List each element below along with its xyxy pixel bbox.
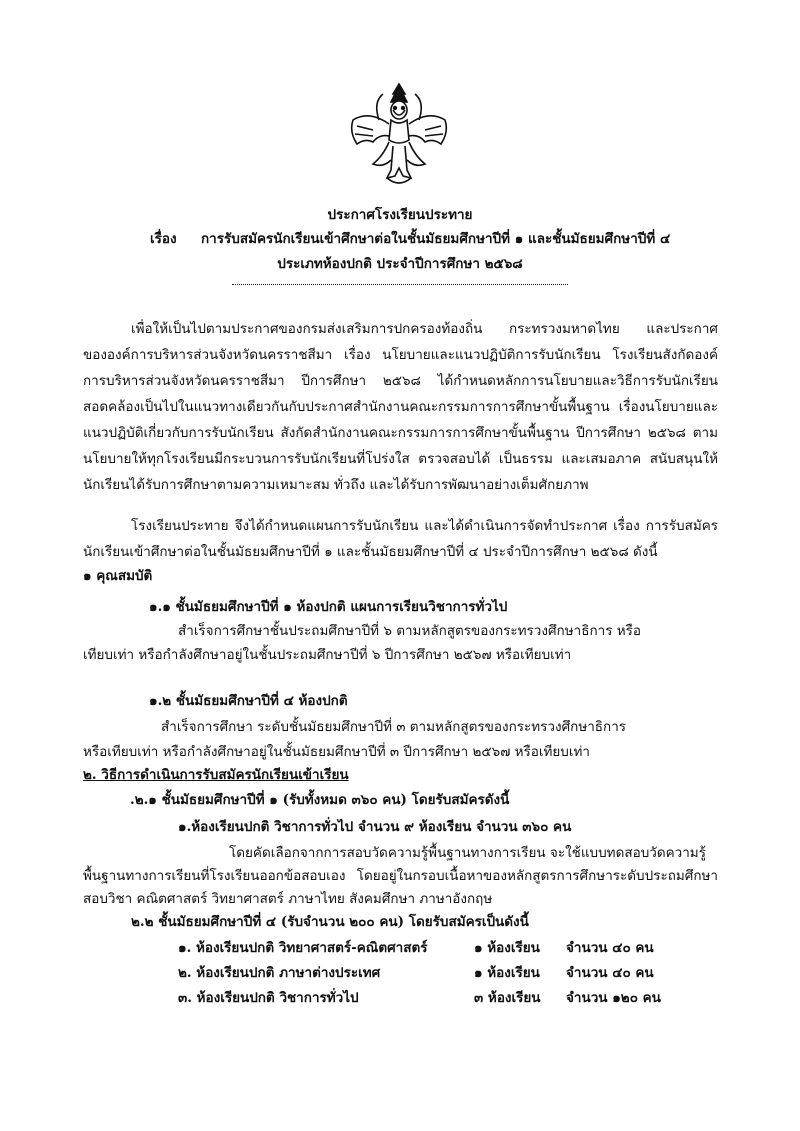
body-line: สอบวิชา คณิตศาสตร์ วิทยาศาสตร์ ภาษาไทย สังคมศึกษา ภาษาอังกฤษ <box>83 891 493 907</box>
intro-line: เพื่อให้เป็นไปตามประกาศของกรมส่งเสริมการปกครองท้องถิ่น กระทรวงมหาดไทย และประกาศ <box>131 321 718 337</box>
room-heading: ๑.ห้องเรียนปกติ วิชาการทั่วไป จำนวน ๙ ห้องเรียน จำนวน ๓๖๐ คน <box>178 819 572 835</box>
body-line: สำเร็จการศึกษาชั้นประถมศึกษาปีที่ ๖ ตามหลักสูตรของกระทรวงศึกษาธิการ หรือ <box>178 623 641 639</box>
intro-line: นักเรียนได้รับการศึกษาตามความเหมาะสม ทั่วถึง และได้รับการพัฒนาอย่างเต็มศักยภาพ <box>83 477 589 493</box>
room-total: จำนวน ๑๒๐ คน <box>566 990 661 1006</box>
body-line: เทียบเท่า หรือกำลังศึกษาอยู่ในชั้นประถมศึกษาปีที่ ๖ ปีการศึกษา ๒๕๖๗ หรือเทียบเท่า <box>83 647 572 663</box>
body-line: หรือเทียบเท่า หรือกำลังศึกษาอยู่ในชั้นมัธยมศึกษาปีที่ ๓ ปีการศึกษา ๒๕๖๗ หรือเทียบเท่า <box>83 744 590 760</box>
intro-line: ขององค์การบริหารส่วนจังหวัดนครราชสีมา เรื่อง นโยบายและแนวปฏิบัติการรับนักเรียน โรงเรียนสังกัดองค์ <box>83 347 718 363</box>
room-count: ๑ ห้องเรียน <box>474 940 540 956</box>
section-heading: ๒. วิธีการดำเนินการรับสมัครนักเรียนเข้าเรียน <box>83 767 349 783</box>
section-heading: ๑ คุณสมบัติ <box>83 568 153 584</box>
room-name: ๓. ห้องเรียนปกติ วิชาการทั่วไป <box>178 990 359 1006</box>
garuda-emblem-icon <box>343 80 455 192</box>
room-name: ๑. ห้องเรียนปกติ วิทยาศาสตร์-คณิตศาสตร์ <box>178 940 428 956</box>
intro-line: นโยบายให้ทุกโรงเรียนมีกระบวนการรับนักเรียนที่โปร่งใส ตรวจสอบได้ เป็นธรรม และเสมอภาค สนับสนุนให้ <box>83 451 718 467</box>
subsection-heading: .๒.๑ ชั้นมัธยมศึกษาปีที่ ๑ (รับทั้งหมด ๓๖๐ คน) โดยรับสมัครดังนี้ <box>130 792 510 808</box>
room-total: จำนวน ๔๐ คน <box>566 940 654 956</box>
body-line: พื้นฐานทางการเรียนที่โรงเรียนออกข้อสอบเอง โดยอยู่ในกรอบเนื้อหาของหลักสูตรการศึกษาระดับประถมศึกษา <box>83 868 718 884</box>
room-count: ๑ ห้องเรียน <box>474 965 540 981</box>
subject-label: เรื่อง <box>150 231 177 247</box>
intro2-line: นักเรียนเข้าศึกษาต่อในชั้นมัธยมศึกษาปีที่ ๑ และชั้นมัธยมศึกษาปีที่ ๔ ประจำปีการศึกษา ๒๕๖๘ ดังนี้ <box>83 544 658 560</box>
page-title: ประกาศโรงเรียนประทาย <box>327 207 473 223</box>
subject-subtitle: ประเภทห้องปกติ ประจำปีการศึกษา ๒๕๖๘ <box>277 256 523 272</box>
subsection-heading: ๑.๑ ชั้นมัธยมศึกษาปีที่ ๑ ห้องปกติ แผนการเรียนวิชาการทั่วไป <box>149 599 508 615</box>
room-name: ๒. ห้องเรียนปกติ ภาษาต่างประเทศ <box>178 965 381 981</box>
subsection-heading: ๒.๒ ชั้นมัธยมศึกษาปีที่ ๔ (รับจำนวน ๒๐๐ คน) โดยรับสมัครเป็นดังนี้ <box>131 914 529 930</box>
room-count: ๓ ห้องเรียน <box>474 990 541 1006</box>
intro-line: สอดคล้องเป็นไปในแนวทางเดียวกันกับประกาศสำนักงานคณะกรรมการการศึกษาขั้นพื้นฐาน เรื่องนโยบายและ <box>83 399 718 415</box>
divider <box>232 282 568 285</box>
body-line: โดยคัดเลือกจากการสอบวัดความรู้พื้นฐานทางการเรียน จะใช้แบบทดสอบวัดความรู้ <box>229 845 706 861</box>
room-total: จำนวน ๔๐ คน <box>566 965 654 981</box>
body-line: สำเร็จการศึกษา ระดับชั้นมัธยมศึกษาปีที่ ๓ ตามหลักสูตรของกระทรวงศึกษาธิการ <box>161 719 627 735</box>
subsection-heading: ๑.๒ ชั้นมัธยมศึกษาปีที่ ๔ ห้องปกติ <box>149 693 348 709</box>
intro-line: แนวปฏิบัติเกี่ยวกับการรับนักเรียน สังกัดสำนักงานคณะกรรมการการศึกษาขั้นพื้นฐาน ปีการศึกษา ๒๕๖๘ ตาม <box>83 425 718 441</box>
intro2-line: โรงเรียนประทาย จึงได้กำหนดแผนการรับนักเรียน และได้ดำเนินการจัดทำประกาศ เรื่อง การรับสมัคร <box>131 518 718 534</box>
intro-line: การบริหารส่วนจังหวัดนครราชสีมา ปีการศึกษา ๒๕๖๘ ได้กำหนดหลักการนโยบายและวิธีการรับนักเรียน <box>83 373 718 389</box>
subject-title: การรับสมัครนักเรียนเข้าศึกษาต่อในชั้นมัธยมศึกษาปีที่ ๑ และชั้นมัธยมศึกษาปีที่ ๔ <box>201 231 671 247</box>
